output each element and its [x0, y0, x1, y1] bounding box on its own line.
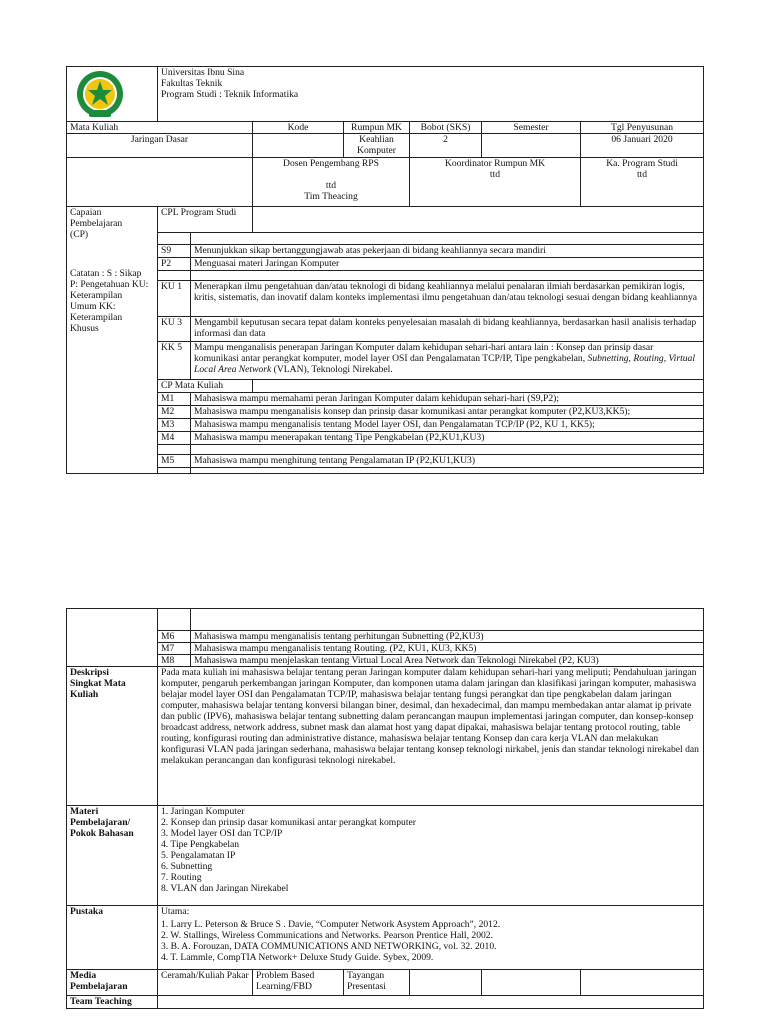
- page-break: [0, 478, 768, 608]
- signature-dosen-name: Tim Theacing: [304, 191, 358, 202]
- meta-header-bobot: Bobot (SKS): [410, 122, 482, 134]
- cpl-text: Menguasai materi Jaringan Komputer: [191, 258, 704, 271]
- list-item: 5. Pengalamatan IP: [161, 850, 236, 861]
- rps-page-1: [66, 66, 703, 474]
- list-item: 4. T. Lammle, CompTIA Network+ Deluxe Study Guide. Sybex, 2009.: [161, 952, 434, 963]
- cpmk-text: Mahasiswa mampu menerapakan tentang Tipe Pengkabelan (P2,KU1,KU3): [191, 432, 704, 445]
- media-item: [410, 970, 482, 996]
- signature-koordinator-ttd: ttd: [489, 169, 501, 180]
- cpmk-code: M6: [158, 631, 191, 643]
- meta-value-rumpun: Keahlian Komputer: [344, 134, 410, 158]
- pustaka-utama: Utama:: [161, 906, 190, 917]
- deskripsi-row: [67, 667, 704, 806]
- cpmk-continue-row: [67, 609, 704, 631]
- cpl-text-b: (VLAN), Teknologi Nirekabel.: [271, 364, 393, 375]
- meta-header-rumpun: Rumpun MK: [344, 122, 410, 134]
- signature-dosen-ttd: ttd: [325, 180, 337, 191]
- signature-dosen-role: Dosen Pengembang RPS: [283, 158, 379, 169]
- cpmk-row: [67, 631, 704, 643]
- signature-dosen: [253, 158, 410, 207]
- media-item: [581, 970, 704, 996]
- cpl-text: [191, 342, 704, 380]
- course-meta-header-row: [67, 122, 704, 134]
- meta-value-mata-kuliah: Jaringan Dasar: [67, 134, 253, 158]
- media-item: Tayangan Presentasi: [344, 970, 410, 996]
- rps-page-2: [66, 608, 703, 1009]
- university-seal-icon: [69, 70, 131, 118]
- deskripsi-label: Deskripsi Singkat Mata Kuliah: [67, 667, 158, 806]
- list-item: 4. Tipe Pengkabelan: [161, 839, 240, 850]
- cpmk-text: Mahasiswa mampu menganalisis tentang Routing. (P2, KU1, KU3, KK5): [191, 643, 704, 655]
- cpmk-header-blank: [253, 380, 704, 393]
- meta-header-semester: Semester: [482, 122, 581, 134]
- meta-value-semester: [482, 134, 581, 158]
- cpmk-text: Mahasiswa mampu menghitung tentang Pengalamatan IP (P2,KU1,KU3): [191, 455, 704, 468]
- cp-label: Capaian Pembelajaran (CP): [70, 207, 123, 240]
- list-item: 2. W. Stallings, Wireless Communications and Networks. Pearson Prentice Hall, 2002.: [161, 930, 493, 941]
- cpmk-text: Mahasiswa mampu menjelaskan tentang Virtual Local Area Network dan Teknologi Nirekabel (P2, KU3): [191, 655, 704, 667]
- list-item: 6. Subnetting: [161, 861, 213, 872]
- cpmk-row: [67, 655, 704, 667]
- cpl-code: S9: [158, 245, 191, 258]
- cpmk-row: [67, 419, 704, 432]
- cpl-spacer-row: [67, 233, 704, 245]
- materi-label: Materi Pembelajaran/ Pokok Bahasan: [67, 806, 158, 906]
- cp-continue-label: [67, 609, 158, 667]
- cpmk-row: [67, 643, 704, 655]
- cpl-text: Menunjukkan sikap bertanggungjawab atas pekerjaan di bidang keahliannya secara mandiri: [191, 245, 704, 258]
- cp-notes: Catatan : S : Sikap P: Pengetahuan KU: Keterampilan Umum KK: Keterampilan Khusus: [70, 268, 149, 334]
- list-item: 3. Model layer OSI dan TCP/IP: [161, 828, 283, 839]
- team-row: [67, 996, 704, 1009]
- cpl-code: KU 3: [158, 317, 191, 342]
- list-item: 2. Konsep dan prinsip dasar komunikasi antar perangkat komputer: [161, 817, 416, 828]
- media-row: [67, 970, 704, 996]
- signature-koordinator-role: Koordinator Rumpun MK: [444, 158, 546, 169]
- institution-cell: [158, 67, 704, 122]
- cpmk-code: M2: [158, 406, 191, 419]
- cpmk-text: Mahasiswa mampu memahami peran Jaringan Komputer dalam kehidupan sehari-hari (S9,P2);: [191, 393, 704, 406]
- cpmk-code: M3: [158, 419, 191, 432]
- media-label: Media Pembelajaran: [67, 970, 158, 996]
- meta-value-tgl: 06 Januari 2020: [581, 134, 704, 158]
- study-program: Program Studi : Teknik Informatika: [161, 89, 299, 100]
- cpmk-row: [67, 393, 704, 406]
- list-item: 1. Jaringan Komputer: [161, 806, 245, 817]
- list-item: 3. B. A. Forouzan, DATA COMMUNICATIONS AND NETWORKING, vol. 32. 2010.: [161, 941, 497, 952]
- meta-value-kode: [253, 134, 344, 158]
- signature-row: [67, 158, 704, 207]
- cpl-code: KU 1: [158, 281, 191, 317]
- cpmk-row: [67, 406, 704, 419]
- cpl-header: CPL Program Studi: [158, 207, 253, 233]
- cpmk-code: M4: [158, 432, 191, 445]
- pustaka-list: [158, 906, 704, 970]
- cpl-text: Mengambil keputusan secara tepat dalam konteks penyelesaian masalah di bidang keahliannya, berdasarkan hasil analisis terhadap informasi dan data: [191, 317, 704, 342]
- cpl-row: [67, 258, 704, 271]
- pustaka-row: [67, 906, 704, 970]
- cpl-code: KK 5: [158, 342, 191, 380]
- cpl-row: [67, 281, 704, 317]
- list-item: 7. Routing: [161, 872, 202, 883]
- signature-kaprodi-role: Ka. Program Studi: [606, 158, 678, 169]
- cpmk-row: [67, 455, 704, 468]
- cpl-code: P2: [158, 258, 191, 271]
- cpmk-header: CP Mata Kuliah: [158, 380, 253, 393]
- cpmk-text: Mahasiswa mampu menganalisis konsep dan prinsip dasar komunikasi antar perangkat komputer (P2,KU3,KK5);: [191, 406, 704, 419]
- cpmk-header-row: [67, 380, 704, 393]
- media-item: Problem Based Learning/FBD: [253, 970, 344, 996]
- cp-label-cell: [67, 207, 158, 474]
- signature-koordinator: [410, 158, 581, 207]
- cpl-text: Menerapkan ilmu pengetahuan dan/atau teknologi di bidang keahliannya melalui penalaran ilmiah berdasarkan pemikiran logis, kritis, sistematis, dan inovatif dalam konteks implementasi ilmu pengetahuan dan/atau teknologi sesuai dengan bidang keahliannya: [191, 281, 704, 317]
- cpl-spacer-row: [67, 271, 704, 281]
- faculty-name: Fakultas Teknik: [161, 78, 223, 89]
- cpmk-code: M7: [158, 643, 191, 655]
- rps-table-page-1: [66, 66, 704, 474]
- cpmk-spacer-row: [67, 445, 704, 455]
- team-label: Team Teaching: [67, 996, 158, 1009]
- cpl-text-italic: Subnetting, Routing, Virtual Local Area Network: [194, 353, 695, 375]
- media-item: Ceramah/Kuliah Pakar: [158, 970, 253, 996]
- signature-kaprodi: [581, 158, 704, 207]
- media-item: [482, 970, 581, 996]
- pustaka-label: Pustaka: [67, 906, 158, 970]
- cpl-row: [67, 317, 704, 342]
- cpmk-end-row: [67, 468, 704, 474]
- header-row: [67, 67, 704, 122]
- materi-row: [67, 806, 704, 906]
- cpl-text-a: Mampu menganalisis penerapan Jaringan Komputer dalam kehidupan sehari-hari antara lain : Konsep dan prinsip dasar komunikasi antar perangkat komputer, model layer OSI dan Pengalamatan TCP/IP, Tipe pengkabelan,: [194, 342, 654, 364]
- logo-cell: [67, 67, 158, 122]
- cpmk-code: M1: [158, 393, 191, 406]
- materi-list: [158, 806, 704, 906]
- meta-header-kode: Kode: [253, 122, 344, 134]
- cpl-header-blank: [253, 207, 704, 233]
- meta-value-bobot: 2: [410, 134, 482, 158]
- cpl-row: [67, 342, 704, 380]
- cpl-header-row: [67, 207, 704, 233]
- team-value: [158, 996, 704, 1009]
- course-meta-value-row: [67, 134, 704, 158]
- list-item: 1. Larry L. Peterson & Bruce S . Davie, “Computer Network Asystem Approach”, 2012.: [161, 919, 501, 930]
- cpmk-row: [67, 432, 704, 445]
- signature-kaprodi-ttd: ttd: [636, 169, 648, 180]
- university-name: Universitas Ibnu Sina: [161, 67, 245, 78]
- cpmk-text: Mahasiswa mampu menganalisis tentang Model layer OSI, dan Pengalamatan TCP/IP (P2, KU 1, KK5);: [191, 419, 704, 432]
- cpmk-text: Mahasiswa mampu menganalisis tentang perhitungan Subnetting (P2,KU3): [191, 631, 704, 643]
- meta-header-tgl: Tgl Penyusunan: [581, 122, 704, 134]
- deskripsi-text: Pada mata kuliah ini mahasiswa belajar tentang peran Jaringan komputer dalam kehidupan sehari-hari yang meliputi; Pendahuluan jaringan komputer, pengaruh perkembangan jaringan Komputer, dan komponen utama dalam jaringan dan klasifikasi jaringan komputer, mahasiswa belajar model layer OSI dan Pengalamatan TCP/IP, mahasiswa belajar tentang fungsi perangkat dan tipe pengkabelan dalam jaringan computer, mahasiswa belajar tentang konversi bilangan biner, desimal, dan hexadecimal, dan mampu membedakan antar alamat ip private dan public (IPV6), mahasiswa belajar tentang subnetting dalam perancangan maupun implementasi jaringan computer, dan konsep-konsep broadcast address, network address, subnet mask dan alamat host yang dapat dipakai, mahasiswa belajar tentang protocol routing, table routing, konfigurasi routing dan administrative distance, mahasiswa belajar tentang Konsep dan cara kerja VLAN dan melakukan konfigurasi VLAN pada jaringan sederhana, mahasiswa belajar tentang konsep teknologi nirkabel, jenis dan standar teknologi nirekabel dan melakukan perancangan dan konfigurasi teknologi nirekabel.: [158, 667, 704, 806]
- cpl-row: [67, 245, 704, 258]
- cpmk-code: M8: [158, 655, 191, 667]
- signature-blank: [67, 158, 253, 207]
- cpmk-code: M5: [158, 455, 191, 468]
- rps-table-page-2: [66, 608, 704, 1009]
- meta-header-mata-kuliah: Mata Kuliah: [67, 122, 253, 134]
- list-item: 8. VLAN dan Jaringan Nirekabel: [161, 883, 289, 894]
